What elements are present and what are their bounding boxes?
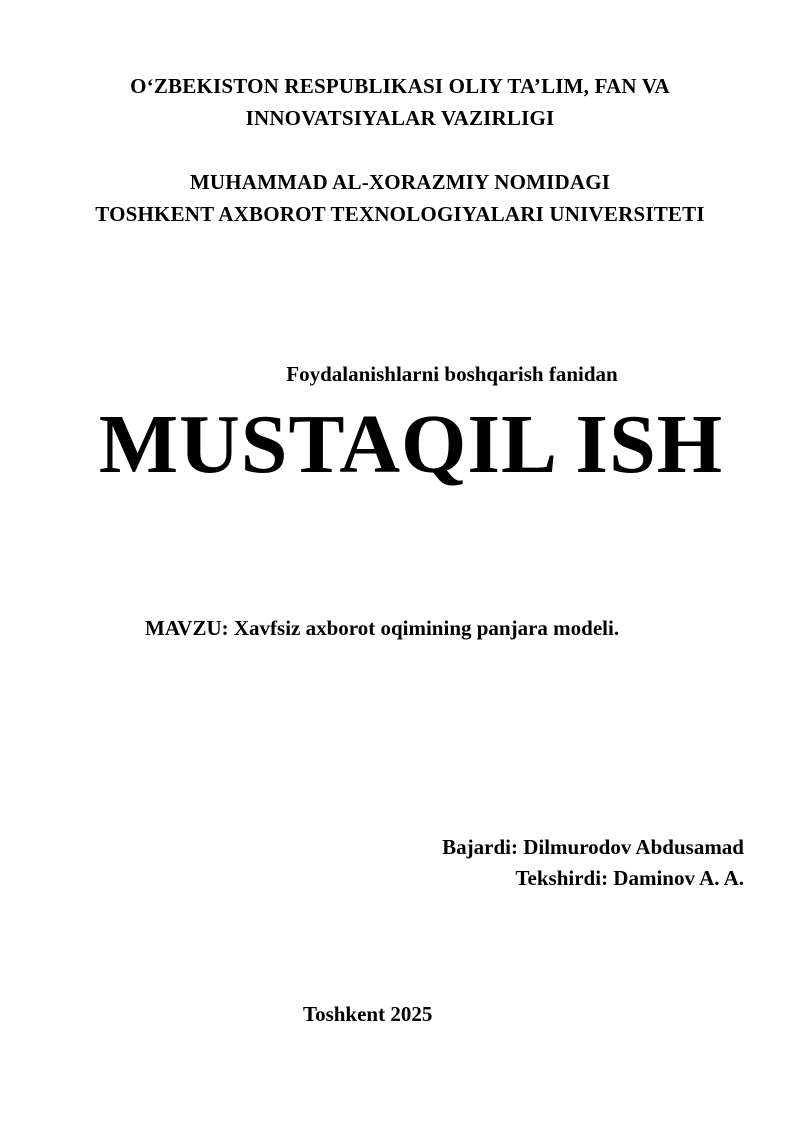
credits-block [0,832,800,894]
reviewer-line: Tekshirdi: Daminov A. A. [515,866,744,890]
university-line-2: TOSHKENT AXBOROT TEXNOLOGIYALARI UNIVERSITETI [95,202,705,226]
topic-line: MAVZU: Xavfsiz axborot oqimining panjara modeli. [145,616,620,640]
work-type-title: MUSTAQIL ISH [98,398,724,491]
university-line-1: MUHAMMAD AL-XORAZMIY NOMIDAGI [189,170,611,194]
city-year-line: Toshkent 2025 [303,1002,433,1026]
ministry-line-2: INNOVATSIYALAR VAZIRLIGI [245,106,555,130]
university-header [0,166,800,230]
subject-line: Foydalanishlarni boshqarish fanidan [286,362,618,386]
ministry-header [0,0,800,134]
author-line: Bajardi: Dilmurodov Abdusamad [442,835,744,859]
ministry-line-1: O‘ZBEKISTON RESPUBLIKASI OLIY TA’LIM, FAN VA [130,74,670,98]
